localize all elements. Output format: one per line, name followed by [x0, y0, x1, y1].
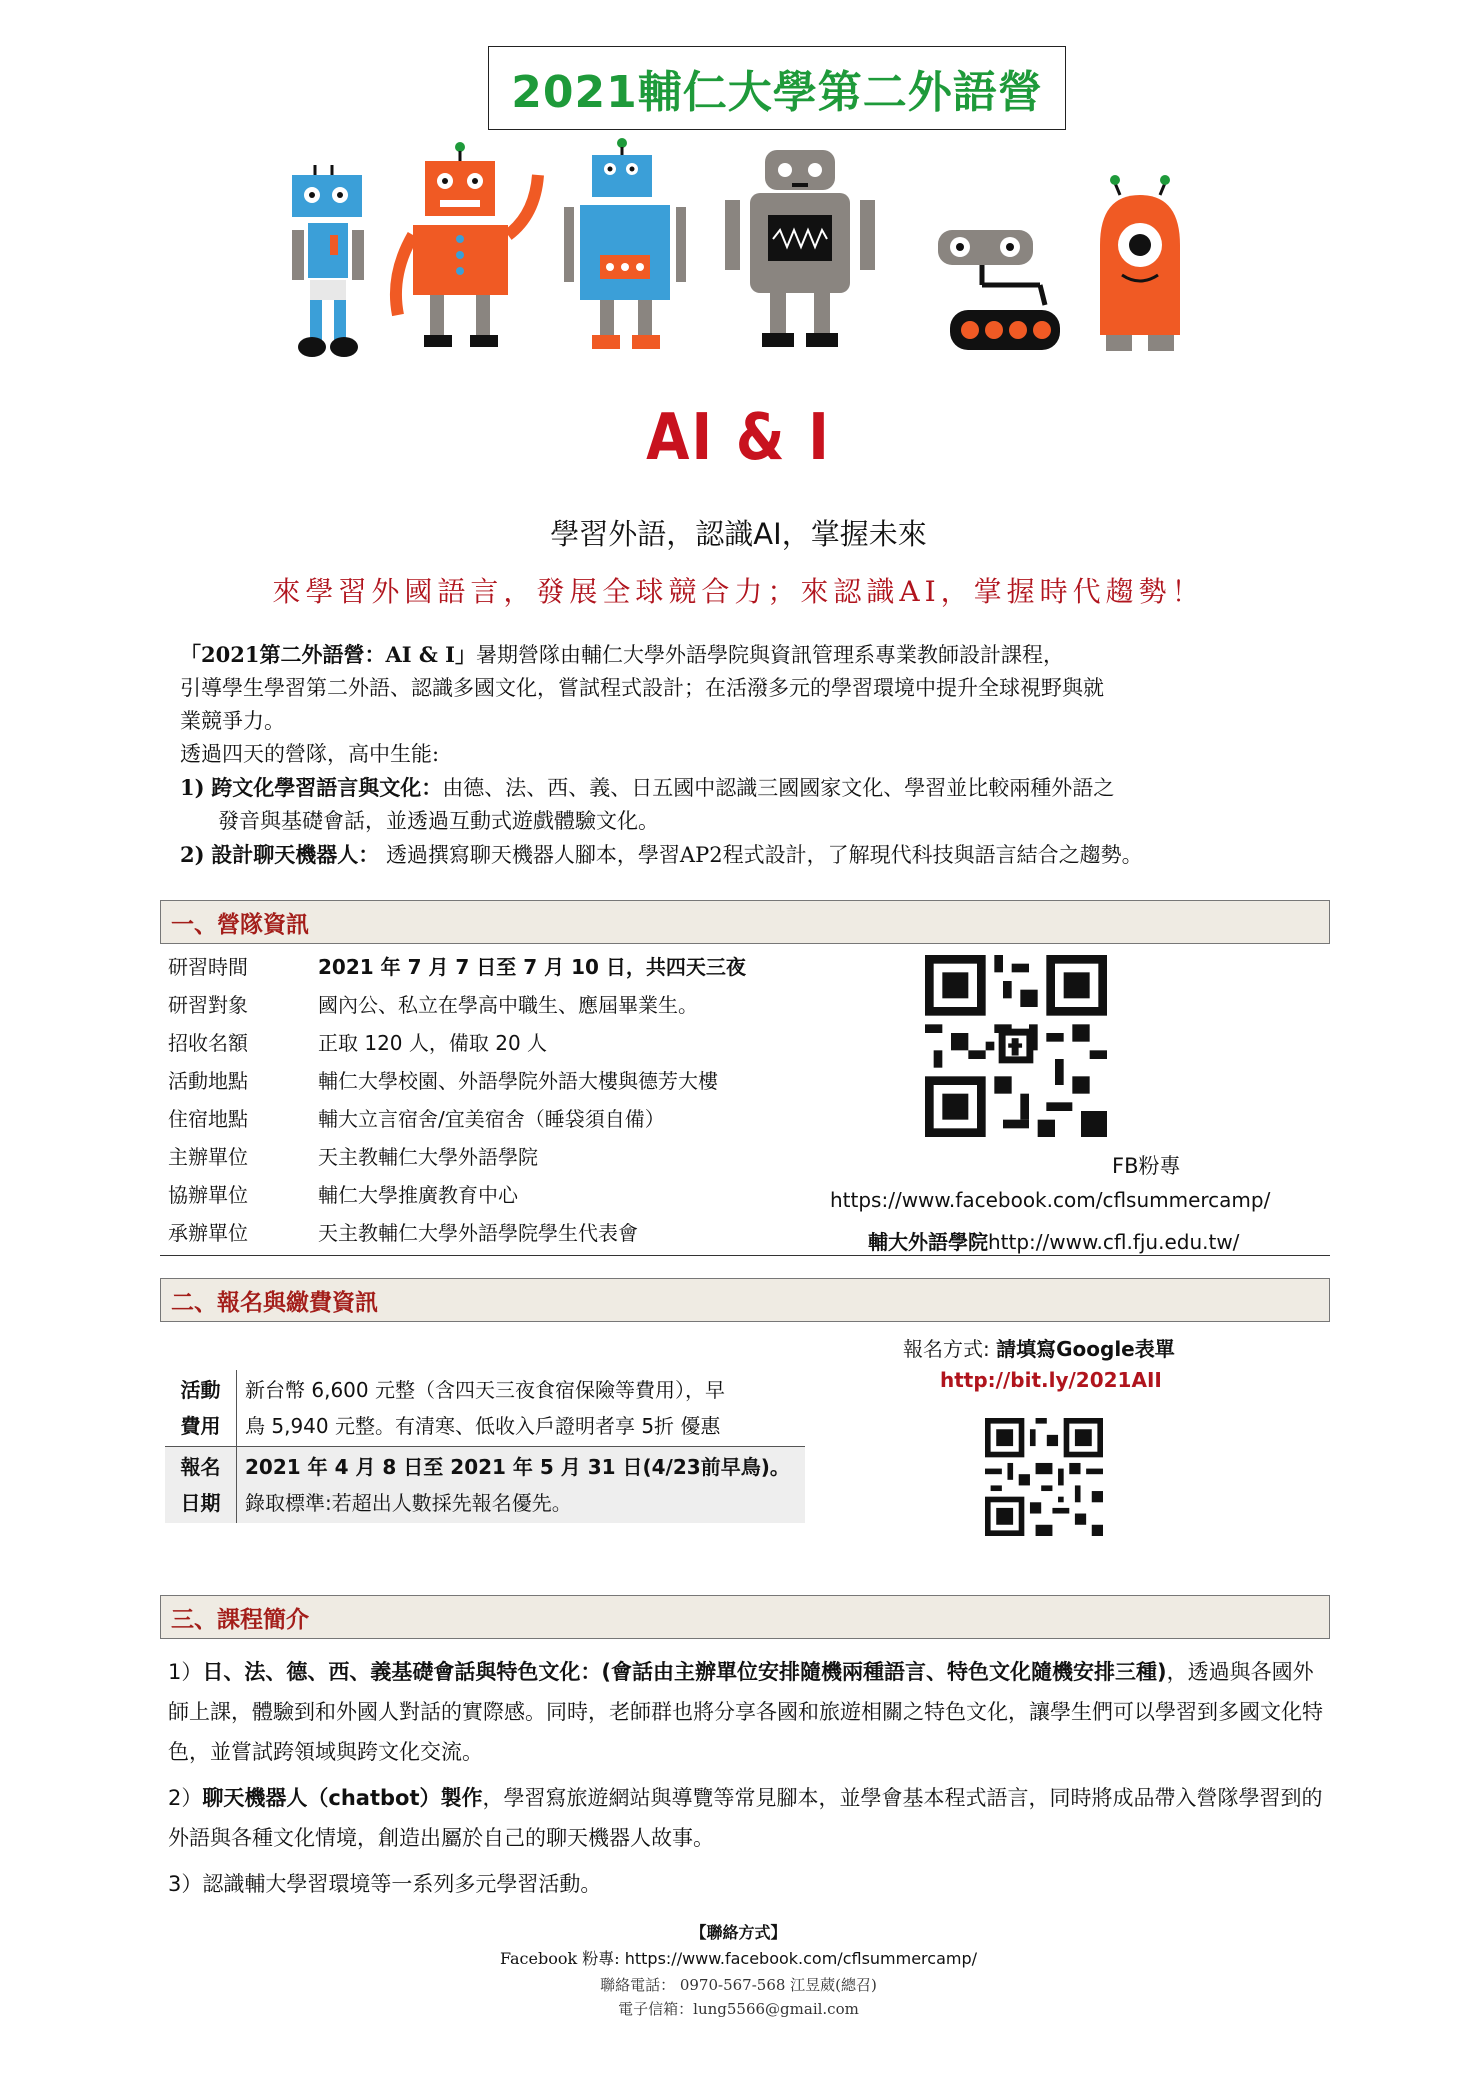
date-line2: 錄取標準:若超出人數採先報名優先。	[245, 1491, 572, 1515]
info-value: 輔仁大學推廣教育中心	[318, 1182, 518, 1207]
fee-label-cell	[165, 1370, 237, 1447]
date-label-line2: 日期	[180, 1491, 221, 1515]
info-value: 2021 年 7 月 7 日至 7 月 10 日，共四天三夜	[318, 954, 746, 979]
item2-text: 透過撰寫聊天機器人腳本，學習AP2程式設計，了解現代科技與語言結合之趨勢。	[385, 843, 1143, 867]
contact-fb-link[interactable]: https://www.facebook.com/cflsummercamp/	[624, 1949, 978, 1968]
course2-number: 2）	[168, 1786, 203, 1810]
intro-line3: 業競爭力。	[180, 709, 285, 733]
fb-url-link[interactable]: https://www.facebook.com/cflsummercamp/	[830, 1188, 1271, 1212]
info-value: 天主教輔仁大學外語學院	[318, 1144, 538, 1169]
info-key: 活動地點	[168, 1068, 248, 1093]
item2-title: 設計聊天機器人：	[211, 842, 380, 867]
course1-title: 日、法、德、西、義基礎會話與特色文化：(會話由主辦單位安排隨機兩種語言、特色文化隨機安排三種)	[202, 1660, 1167, 1684]
college-label: 輔大外語學院	[868, 1230, 988, 1254]
info-key: 承辦單位	[168, 1220, 248, 1245]
contact-heading: 【聯絡方式】	[690, 1923, 787, 1942]
item2-number: 2)	[180, 842, 205, 867]
item1-continuation: 發音與基礎會話，並透過互動式遊戲體驗文化。	[218, 809, 659, 833]
robot-cyclops-icon	[1100, 175, 1180, 351]
contact-fb-label: Facebook 粉專:	[499, 1949, 620, 1968]
date-line1: 2021 年 4 月 8 日至 2021 年 5 月 31 日(4/23前早鳥)。	[245, 1455, 790, 1479]
google-form-link[interactable]: http://bit.ly/2021AII	[940, 1368, 1162, 1392]
info-key: 研習時間	[168, 954, 248, 979]
fee-line1: 新台幣 6,600 元整（含四天三夜食宿保險等費用），早	[245, 1378, 725, 1402]
registration-method: 請填寫Google表單	[996, 1337, 1175, 1361]
robot-blue-icon	[292, 165, 364, 357]
fb-qr-code-icon[interactable]	[925, 955, 1107, 1137]
section1-heading	[160, 900, 1330, 944]
registration-method-label: 報名方式:	[903, 1337, 990, 1361]
robot-tank-icon	[938, 230, 1060, 350]
main-slogan: 學習外語，認識AI，掌握未來	[550, 517, 927, 551]
intro-paragraph	[180, 638, 1320, 872]
robot-gray-icon	[725, 150, 875, 347]
info-row	[168, 1136, 1268, 1174]
course-item-3: 3）認識輔大學習環境等一系列多元學習活動。	[168, 1872, 602, 1896]
robots-illustration	[270, 135, 1230, 380]
college-url-link[interactable]: http://www.cfl.fju.edu.tw/	[988, 1230, 1240, 1254]
sub-slogan: 來學習外國語言，發展全球競合力；來認識AI，掌握時代趨勢！	[272, 575, 1205, 608]
title-box	[488, 46, 1066, 130]
info-key: 協辦單位	[168, 1182, 248, 1207]
intro-line1: 暑期營隊由輔仁大學外語學院與資訊管理系專業教師設計課程，	[475, 643, 1064, 667]
date-value-cell	[237, 1447, 806, 1524]
date-label-line1: 報名	[180, 1455, 221, 1479]
info-key: 主辦單位	[168, 1144, 248, 1169]
course-description	[168, 1652, 1328, 1910]
item1-title: 跨文化學習語言與文化：	[211, 775, 443, 800]
section1-title: 一、營隊資訊	[171, 911, 309, 938]
fee-label-line2: 費用	[180, 1414, 221, 1438]
intro-line4: 透過四天的營隊，高中生能:	[180, 742, 440, 766]
fee-line2: 鳥 5,940 元整。有清寒、低收入戶證明者享 5折 優惠	[245, 1414, 721, 1438]
date-label-cell	[165, 1447, 237, 1524]
intro-line2: 引導學生學習第二外語、認識多國文化，嘗試程式設計；在活潑多元的學習環境中提升全球視野與就	[180, 676, 1104, 700]
info-value: 正取 120 人，備取 20 人	[318, 1030, 548, 1055]
info-value: 輔仁大學校園、外語學院外語大樓與德芳大樓	[318, 1068, 718, 1093]
contact-phone: 聯絡電話： 0970-567-568 江昱葳(總召)	[600, 1976, 877, 1994]
robot-orange-icon	[396, 142, 538, 347]
course2-title: 聊天機器人（chatbot）製作	[202, 1786, 483, 1810]
ai-and-i-logo: AI & I	[646, 400, 831, 475]
info-value: 輔大立言宿舍/宜美宿舍（睡袋須自備）	[318, 1106, 665, 1131]
fb-qr-label: FB粉專	[1112, 1154, 1181, 1178]
item1-text: 由德、法、西、義、日五國中認識三國國家文化、學習並比較兩種外語之	[442, 776, 1115, 800]
course-item-1	[168, 1652, 1328, 1772]
form-qr-code-icon[interactable]	[985, 1418, 1103, 1536]
section3-heading	[160, 1595, 1330, 1639]
course-item-2	[168, 1778, 1328, 1858]
course1-text: ，透過與各國外師上課，體驗到和外國人對話的實際感。同時，老師群也將分享各國和旅遊相關之特色文化，讓學生們可以學習到多國文化特色，並嘗試跨領域與跨文化交流。	[168, 1660, 1323, 1764]
section2-title: 二、報名與繳費資訊	[171, 1289, 378, 1316]
fee-label-line1: 活動	[180, 1378, 221, 1402]
contact-email[interactable]: 電子信箱：lung5566@gmail.com	[618, 2000, 859, 2018]
info-key: 研習對象	[168, 992, 248, 1017]
course2-text: ，學習寫旅遊網站與導覽等常見腳本，並學會基本程式語言，同時將成品帶入營隊學習到的外語與各種文化情境，創造出屬於自己的聊天機器人故事。	[168, 1786, 1323, 1850]
course1-number: 1）	[168, 1660, 203, 1684]
info-key: 住宿地點	[168, 1106, 248, 1131]
section1-divider	[160, 1255, 1330, 1256]
item1-number: 1)	[180, 775, 205, 800]
section3-title: 三、課程簡介	[171, 1606, 309, 1633]
fee-table	[165, 1370, 805, 1523]
intro-camp-name: 「2021第二外語營：AI & I」	[180, 642, 476, 667]
info-value: 國內公、私立在學高中職生、應屆畢業生。	[318, 992, 698, 1017]
fee-value-cell	[237, 1370, 806, 1447]
section2-heading	[160, 1278, 1330, 1322]
robot-tall-blue-icon	[564, 138, 686, 349]
info-value: 天主教輔仁大學外語學院學生代表會	[318, 1220, 638, 1245]
contact-fb-line	[0, 1946, 1477, 1969]
page-title: 2021輔仁大學第二外語營	[511, 67, 1043, 118]
info-key: 招收名額	[168, 1030, 248, 1055]
